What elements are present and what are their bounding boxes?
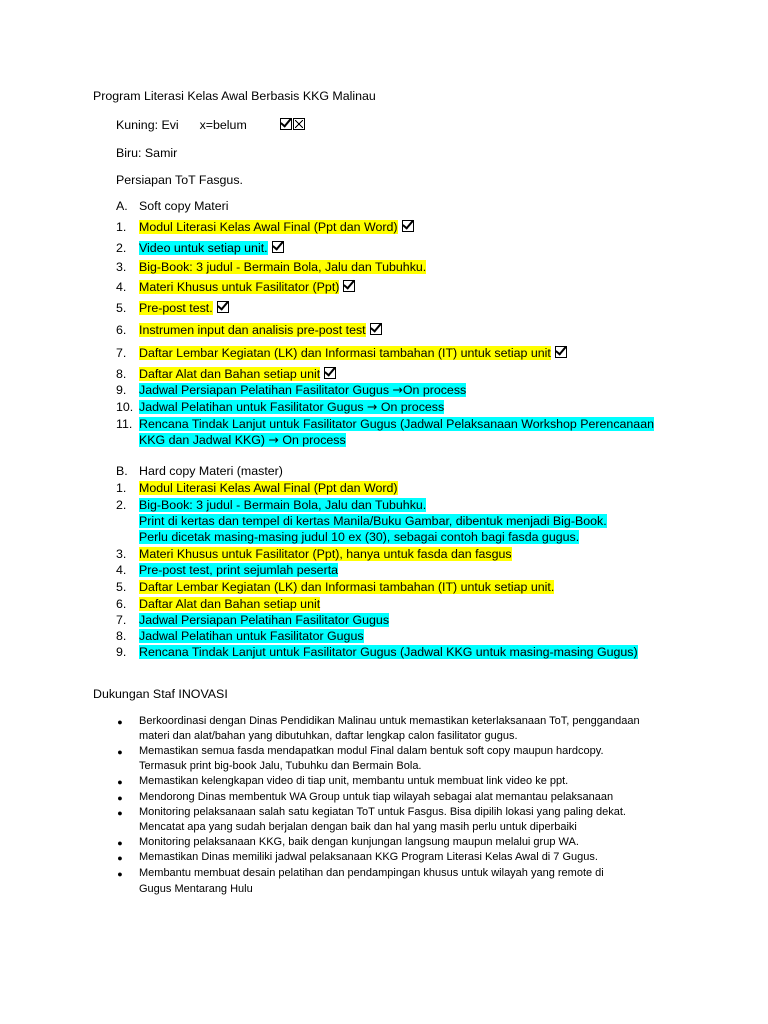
checkbox-checked-icon — [370, 323, 382, 335]
section-a-marker: A. — [116, 199, 128, 213]
legend-biru: Biru: Samir — [116, 146, 178, 160]
list-item-continuation: Print di kertas dan tempel di kertas Manila/Buku Gambar, dibentuk menjadi Big-Book. — [139, 514, 607, 528]
list-number: 6. — [116, 597, 127, 611]
bullet-icon: ● — [117, 747, 123, 757]
list-item-continuation: Mencatat apa yang sudah berjalan dengan baik dan hal yang masih perlu untuk diperbaiki — [139, 821, 577, 833]
list-number: 3. — [116, 260, 127, 274]
list-number: 6. — [116, 323, 127, 337]
section-b-heading: Hard copy Materi (master) — [139, 464, 283, 478]
list-item: Pre-post test. — [139, 300, 229, 316]
list-item-continuation: KKG dan Jadwal KKG) → On process — [139, 432, 346, 447]
checkbox-checked-icon — [555, 346, 567, 358]
list-number: 8. — [116, 367, 127, 381]
bullet-icon: ● — [117, 838, 123, 848]
bullet-icon: ● — [117, 793, 123, 803]
list-item: Daftar Alat dan Bahan setiap unit — [139, 597, 321, 611]
list-number: 4. — [116, 563, 127, 577]
checkbox-checked-icon — [402, 220, 414, 232]
list-number: 1. — [116, 220, 127, 234]
list-item: Instrumen input dan analisis pre-post test — [139, 322, 382, 338]
list-item: Monitoring pelaksanaan KKG, baik dengan kunjungan langsung maupun melalui grup WA. — [139, 836, 579, 848]
list-number: 7. — [116, 613, 127, 627]
list-item-continuation: Gugus Mentarang Hulu — [139, 883, 253, 895]
list-item: Rencana Tindak Lanjut untuk Fasilitator Gugus (Jadwal Pelaksanaan Workshop Perencanaan — [139, 417, 654, 431]
list-item: Jadwal Pelatihan untuk Fasilitator Gugus → On process — [139, 399, 445, 414]
list-item: Membantu membuat desain pelatihan dan pendampingan khusus untuk wilayah yang remote di — [139, 867, 604, 879]
section-a-heading: Soft copy Materi — [139, 199, 229, 213]
list-number: 2. — [116, 498, 127, 512]
list-item: Jadwal Pelatihan untuk Fasilitator Gugus — [139, 629, 364, 643]
checkbox-crossed-icon — [293, 118, 305, 130]
list-item: Pre-post test, print sejumlah peserta — [139, 563, 339, 577]
checkbox-checked-icon — [217, 301, 229, 313]
list-item: Memastikan Dinas memiliki jadwal pelaksanaan KKG Program Literasi Kelas Awal di 7 Gugus. — [139, 851, 598, 863]
list-item-continuation: Termasuk print big-book Jalu, Tubuhku dan Bermain Bola. — [139, 760, 422, 772]
list-number: 11. — [116, 417, 133, 431]
persiapan-heading: Persiapan ToT Fasgus. — [116, 173, 243, 187]
list-item: Berkoordinasi dengan Dinas Pendidikan Malinau untuk memastikan keterlaksanaan ToT, penggandaan — [139, 715, 640, 727]
list-item: Modul Literasi Kelas Awal Final (Ppt dan Word) — [139, 481, 398, 495]
bullet-icon: ● — [117, 808, 123, 818]
list-number: 4. — [116, 280, 127, 294]
arrow-right-icon: → — [392, 382, 403, 397]
dukungan-heading: Dukungan Staf INOVASI — [93, 687, 228, 701]
list-item: Materi Khusus untuk Fasilitator (Ppt) — [139, 279, 355, 295]
list-number: 3. — [116, 547, 127, 561]
list-item: Daftar Lembar Kegiatan (LK) dan Informasi tambahan (IT) untuk setiap unit. — [139, 580, 555, 594]
arrow-right-icon: → — [268, 432, 279, 447]
list-number: 5. — [116, 301, 127, 315]
list-item-continuation: Perlu dicetak masing-masing judul 10 ex (30), sebagai contoh bagi fasda gugus. — [139, 530, 580, 544]
list-number: 8. — [116, 629, 127, 643]
list-number: 10. — [116, 400, 134, 414]
checkbox-checked-icon — [280, 118, 292, 130]
list-item: Daftar Lembar Kegiatan (LK) dan Informasi tambahan (IT) untuk setiap unit — [139, 345, 567, 361]
list-number: 1. — [116, 481, 127, 495]
legend-kuning: Kuning: Evi x=belum — [116, 117, 305, 133]
document-title: Program Literasi Kelas Awal Berbasis KKG Malinau — [93, 89, 376, 103]
list-item: Daftar Alat dan Bahan setiap unit — [139, 366, 336, 382]
bullet-icon: ● — [117, 853, 123, 863]
list-item: Materi Khusus untuk Fasilitator (Ppt), hanya untuk fasda dan fasgus — [139, 547, 512, 561]
list-item: Modul Literasi Kelas Awal Final (Ppt dan Word) — [139, 219, 414, 235]
list-number: 9. — [116, 645, 127, 659]
bullet-icon: ● — [117, 717, 123, 727]
bullet-icon: ● — [117, 777, 123, 787]
list-number: 7. — [116, 346, 127, 360]
checkbox-checked-icon — [343, 280, 355, 292]
list-item: Monitoring pelaksanaan salah satu kegiatan ToT untuk Fasgus. Bisa dipilih lokasi yang paling dekat. — [139, 806, 626, 818]
list-number: 5. — [116, 580, 127, 594]
arrow-right-icon: → — [366, 399, 378, 414]
list-number: 9. — [116, 383, 127, 397]
list-item: Memastikan kelengkapan video di tiap unit, membantu untuk membuat link video ke ppt. — [139, 775, 569, 787]
list-item: Video untuk setiap unit. — [139, 240, 284, 256]
list-item: Rencana Tindak Lanjut untuk Fasilitator Gugus (Jadwal KKG untuk masing-masing Gugus) — [139, 645, 638, 659]
section-b-marker: B. — [116, 464, 128, 478]
checkbox-checked-icon — [272, 241, 284, 253]
list-item: Jadwal Persiapan Pelatihan Fasilitator Gugus →On process — [139, 382, 467, 397]
list-item: Memastikan semua fasda mendapatkan modul Final dalam bentuk soft copy maupun hardcopy. — [139, 745, 604, 757]
list-item: Jadwal Persiapan Pelatihan Fasilitator Gugus — [139, 613, 390, 627]
list-item: Mendorong Dinas membentuk WA Group untuk tiap wilayah sebagai alat memantau pelaksanaan — [139, 791, 614, 803]
list-item: Big-Book: 3 judul - Bermain Bola, Jalu dan Tubuhku. — [139, 260, 427, 274]
list-number: 2. — [116, 241, 127, 255]
list-item-continuation: materi dan alat/bahan yang dibutuhkan, daftar lengkap calon fasilitator gugus. — [139, 730, 518, 742]
checkbox-checked-icon — [324, 367, 336, 379]
bullet-icon: ● — [117, 869, 123, 879]
list-item: Big-Book: 3 judul - Bermain Bola, Jalu dan Tubuhku. — [139, 498, 427, 512]
